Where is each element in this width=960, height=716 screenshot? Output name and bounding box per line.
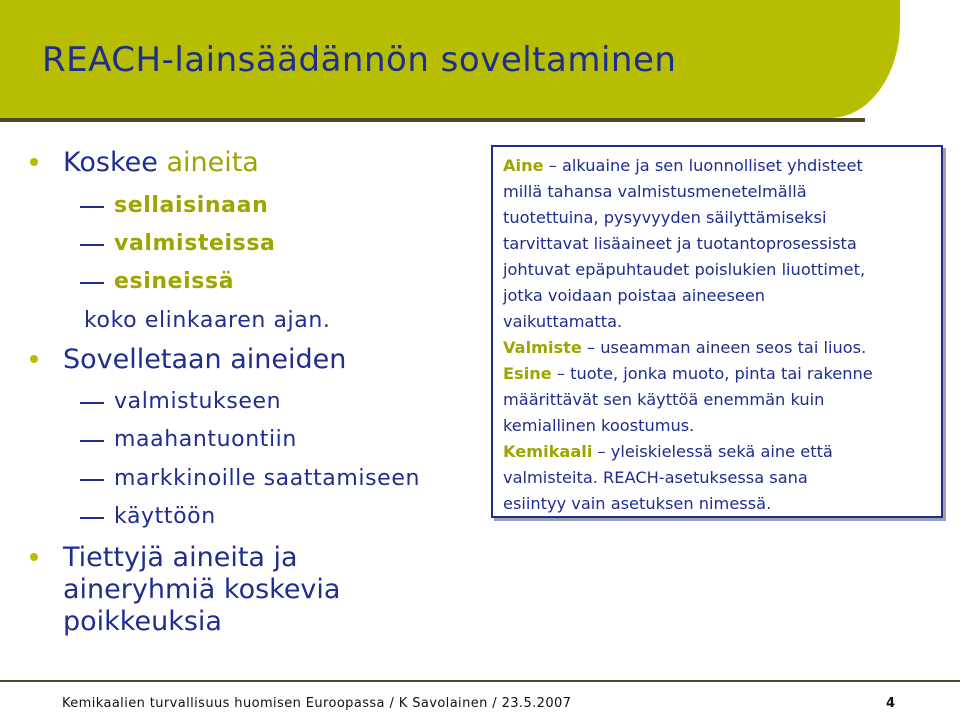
definition-line: kemiallinen koostumus. (503, 416, 695, 435)
definition-text: – alkuaine ja sen luonnolliset yhdisteet (543, 156, 863, 175)
definition-line: jotka voidaan poistaa aineeseen (503, 286, 766, 305)
sub-item-label: käyttöön (114, 504, 216, 529)
definition-text: – yleiskielessä sekä aine että (592, 442, 833, 461)
bullet-dot-icon (30, 158, 38, 166)
definition-line (503, 439, 833, 465)
slide-title: REACH-lainsäädännön soveltaminen (42, 40, 677, 80)
bullet-highlight-text: aineita (166, 147, 259, 178)
sub-item-label: maahantuontiin (114, 427, 297, 452)
sub-item-label: esineissä (114, 269, 235, 294)
bullet-dot-icon (30, 355, 38, 363)
page-number: 4 (886, 696, 896, 711)
definition-text: – tuote, jonka muoto, pinta tai rakenne (551, 364, 873, 383)
bullet-line: aineryhmiä koskevia (63, 574, 341, 605)
definition-term: Aine (503, 156, 544, 175)
bullet-lead-text: Koskee (63, 147, 167, 178)
dash-icon (80, 479, 104, 481)
bullet-list (0, 0, 480, 680)
sub-item-label: sellaisinaan (114, 193, 269, 218)
definition-line (503, 335, 866, 361)
definition-line: tuotettuina, pysyvyyden säilyttämiseksi (503, 208, 827, 227)
bullet-trailing-text: koko elinkaaren ajan. (84, 308, 331, 333)
definition-term: Valmiste (503, 338, 582, 357)
sub-item-label: markkinoille saattamiseen (114, 466, 420, 491)
slide-footer (0, 680, 960, 716)
dash-icon (80, 244, 104, 246)
definition-term: Esine (503, 364, 552, 383)
definition-line: johtuvat epäpuhtaudet poislukien liuottimet, (503, 260, 866, 279)
dash-icon (80, 402, 104, 404)
dash-icon (80, 440, 104, 442)
footer-text: Kemikaalien turvallisuus huomisen Euroopassa / K Savolainen / 23.5.2007 (62, 696, 572, 711)
definition-line: vaikuttamatta. (503, 312, 623, 331)
definition-term: Kemikaali (503, 442, 593, 461)
definition-text: – useamman aineen seos tai liuos. (581, 338, 867, 357)
definition-line: määrittävät sen käyttöä enemmän kuin (503, 390, 825, 409)
bullet-lead-text: Sovelletaan aineiden (63, 344, 347, 375)
dash-icon (80, 517, 104, 519)
definitions-box (491, 145, 943, 518)
bullet-line: Tiettyjä aineita ja (63, 542, 298, 573)
sub-item-label: valmistukseen (114, 389, 282, 414)
definition-line: tarvittavat lisäaineet ja tuotantoprosessista (503, 234, 857, 253)
bullet-dot-icon (30, 553, 38, 561)
dash-icon (80, 282, 104, 284)
definition-line (503, 361, 873, 387)
definition-line (503, 153, 863, 179)
bullet-line: poikkeuksia (63, 606, 222, 637)
definition-line: esiintyy vain asetuksen nimessä. (503, 494, 772, 513)
sub-item-label: valmisteissa (114, 231, 276, 256)
definition-line: valmisteita. REACH-asetuksessa sana (503, 468, 808, 487)
definition-line: millä tahansa valmistusmenetelmällä (503, 182, 807, 201)
footer-divider (0, 680, 960, 682)
dash-icon (80, 206, 104, 208)
